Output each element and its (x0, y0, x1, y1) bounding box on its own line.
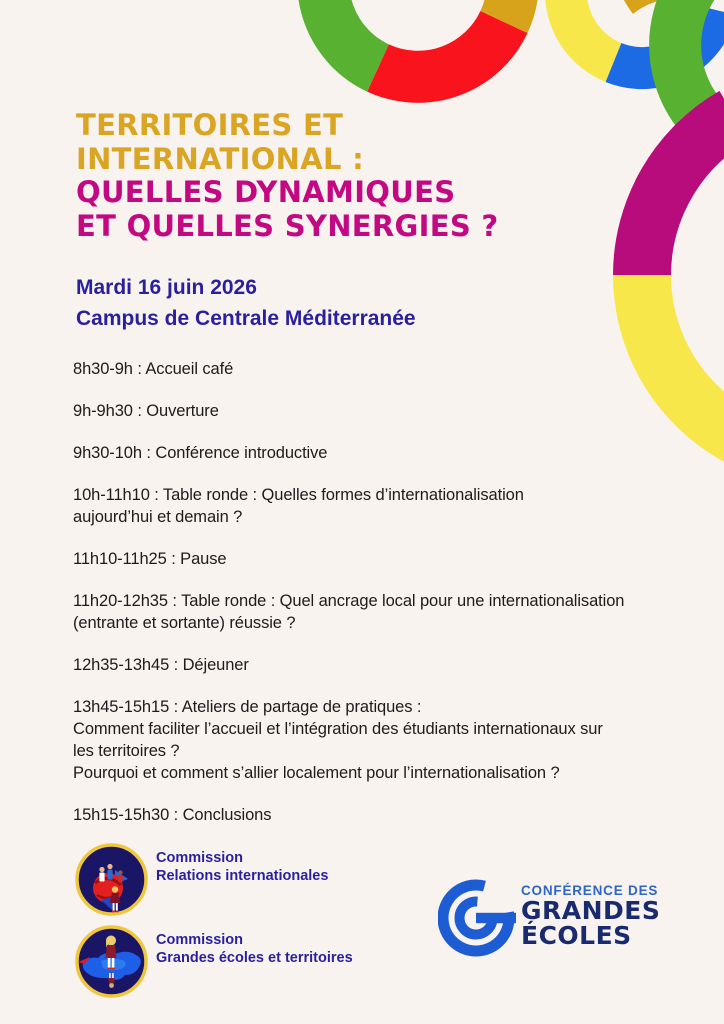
globe-people-badge-icon (75, 843, 148, 916)
commission-grandes-ecoles-territoires (75, 925, 353, 998)
conference-grandes-ecoles-logo (438, 878, 660, 958)
cge-text-line-1: CONFÉRENCE DES (521, 883, 659, 898)
event-location: Campus de Centrale Méditerranée (76, 307, 416, 330)
schedule-line: 9h30-10h : Conférence introductive (73, 444, 328, 462)
cge-text-line-2: GRANDES (521, 896, 661, 925)
schedule-line: Comment faciliter l’accueil et l’intégration des étudiants internationaux sur (73, 720, 603, 738)
schedule-line: 8h30-9h : Accueil café (73, 360, 234, 378)
schedule-line: 10h-11h10 : Table ronde : Quelles formes d’internationalisation (73, 486, 524, 504)
ring-a-green-arc (323, 0, 378, 68)
cge-monogram-icon (438, 878, 518, 958)
cge-logo-text (521, 878, 660, 958)
ring-b-yellow-arc (566, 0, 614, 63)
page-title (76, 109, 499, 243)
schedule-line: les territoires ? (73, 742, 180, 760)
ring-a-red-arc (378, 22, 504, 77)
schedule-line: 11h10-11h25 : Pause (73, 550, 227, 568)
ring-c-magenta-arc (642, 116, 724, 275)
event-info (76, 272, 416, 334)
schedule-line: aujourd’hui et demain ? (73, 508, 243, 526)
schedule-line: 13h45-15h15 : Ateliers de partage de pratiques : (73, 698, 422, 716)
schedule-item (73, 590, 673, 634)
schedule-line: 12h35-13h45 : Déjeuner (73, 656, 249, 674)
cge-text-line-3: ÉCOLES (521, 921, 632, 950)
title-line-3: QUELLES DYNAMIQUES (76, 175, 456, 209)
schedule-line: 15h15-15h30 : Conclusions (73, 806, 272, 824)
schedule-item (73, 358, 673, 380)
title-line-1: TERRITOIRES ET (76, 108, 344, 142)
commission-line-1: Commission (156, 932, 244, 948)
schedule-item (73, 696, 673, 784)
commission-label (156, 925, 353, 967)
schedule-item (73, 442, 673, 464)
commission-line-2: Grandes écoles et territoires (156, 950, 353, 966)
schedule-item (73, 654, 673, 676)
schedule-list (73, 358, 673, 846)
france-map-badge-icon (75, 925, 148, 998)
commission-label (156, 843, 328, 885)
commission-line-2: Relations internationales (156, 868, 329, 884)
schedule-line: 11h20-12h35 : Table ronde : Quel ancrage local pour une internationalisation (73, 592, 625, 610)
schedule-item (73, 400, 673, 422)
schedule-item (73, 804, 673, 826)
ring-a-gold-arc (496, 0, 513, 22)
schedule-line: (entrante et sortante) réussie ? (73, 614, 296, 632)
schedule-item (73, 548, 673, 570)
commissions-block (75, 843, 353, 1007)
commission-relations-internationales (75, 843, 353, 916)
event-date: Mardi 16 juin 2026 (76, 276, 257, 299)
title-line-2: INTERNATIONAL : (76, 141, 365, 176)
schedule-item (73, 484, 673, 528)
commission-line-1: Commission (156, 850, 244, 866)
title-line-4: ET QUELLES SYNERGIES ? (76, 208, 499, 243)
schedule-line: Pourquoi et comment s’allier localement pour l’internationalisation ? (73, 764, 560, 782)
schedule-line: 9h-9h30 : Ouverture (73, 402, 219, 420)
